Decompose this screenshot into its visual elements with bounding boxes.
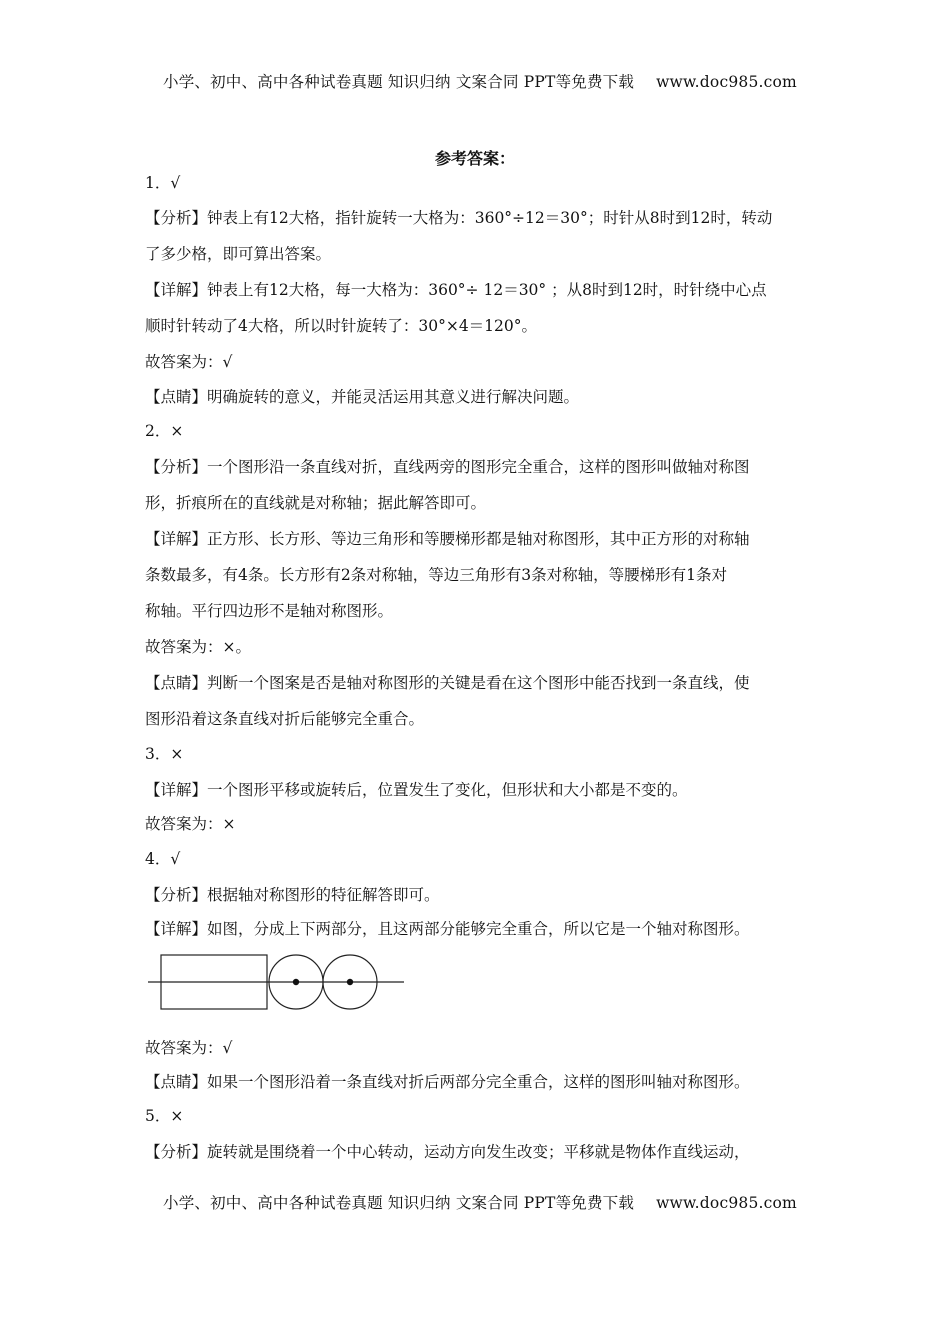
q2-comment: 【点睛】判断一个图案是否是轴对称图形的关键是看在这个图形中能否找到一条直线，使 bbox=[145, 674, 750, 692]
q2-detail-cont: 条数最多，有4条。长方形有2条对称轴，等边三角形有3条对称轴，等腰梯形有1条对 bbox=[145, 566, 727, 584]
circle-center-left bbox=[293, 979, 299, 985]
footer-url[interactable]: www.doc985.com bbox=[656, 1194, 797, 1212]
q4-conclusion: 故答案为：√ bbox=[145, 1039, 233, 1057]
q1-detail: 【详解】钟表上有12大格，每一大格为：360°÷ 12＝30° ；从8时到12时，时针绕中心点 bbox=[145, 281, 767, 299]
q4-detail: 【详解】如图，分成上下两部分，且这两部分能够完全重合，所以它是一个轴对称图形。 bbox=[145, 920, 750, 938]
q2-detail: 【详解】正方形、长方形、等边三角形和等腰梯形都是轴对称图形，其中正方形的对称轴 bbox=[145, 530, 750, 548]
q2-conclusion: 故答案为：×。 bbox=[145, 638, 251, 656]
footer-text: 小学、初中、高中各种试卷真题 知识归纳 文案合同 PPT等免费下载 bbox=[163, 1194, 635, 1212]
header-text: 小学、初中、高中各种试卷真题 知识归纳 文案合同 PPT等免费下载 bbox=[163, 73, 635, 91]
q4-comment: 【点睛】如果一个图形沿着一条直线对折后两部分完全重合，这样的图形叫轴对称图形。 bbox=[145, 1073, 750, 1091]
q4-analysis: 【分析】根据轴对称图形的特征解答即可。 bbox=[145, 886, 440, 904]
answer-title: 参考答案： bbox=[434, 149, 515, 168]
page-footer bbox=[163, 1191, 797, 1213]
q3-conclusion: 故答案为：× bbox=[145, 815, 236, 833]
q2-detail-cont2: 称轴。平行四边形不是轴对称图形。 bbox=[145, 602, 394, 620]
q1-comment: 【点睛】明确旋转的意义，并能灵活运用其意义进行解决问题。 bbox=[145, 388, 580, 406]
page-header bbox=[163, 70, 797, 92]
q3-answer: 3．× bbox=[145, 745, 184, 763]
q4-answer: 4．√ bbox=[145, 850, 181, 868]
q1-detail-cont: 顺时针转动了4大格，所以时针旋转了：30°×4＝120°。 bbox=[145, 317, 538, 335]
header-url[interactable]: www.doc985.com bbox=[656, 73, 797, 91]
q5-analysis: 【分析】旋转就是围绕着一个中心转动，运动方向发生改变；平移就是物体作直线运动， bbox=[145, 1143, 750, 1161]
q3-detail: 【详解】一个图形平移或旋转后，位置发生了变化，但形状和大小都是不变的。 bbox=[145, 781, 688, 799]
q2-answer: 2．× bbox=[145, 422, 184, 440]
q2-comment-cont: 图形沿着这条直线对折后能够完全重合。 bbox=[145, 710, 425, 728]
q1-analysis: 【分析】钟表上有12大格，指针旋转一大格为：360°÷12＝30°；时针从8时到12时，转动 bbox=[145, 209, 773, 227]
q1-answer: 1．√ bbox=[145, 174, 181, 192]
symmetry-figure bbox=[148, 952, 408, 1012]
circle-center-right bbox=[347, 979, 353, 985]
q2-analysis: 【分析】一个图形沿一条直线对折，直线两旁的图形完全重合，这样的图形叫做轴对称图 bbox=[145, 458, 750, 476]
q1-conclusion: 故答案为：√ bbox=[145, 353, 233, 371]
q5-answer: 5．× bbox=[145, 1107, 184, 1125]
q1-analysis-cont: 了多少格，即可算出答案。 bbox=[145, 245, 332, 263]
q2-analysis-cont: 形，折痕所在的直线就是对称轴；据此解答即可。 bbox=[145, 494, 487, 512]
